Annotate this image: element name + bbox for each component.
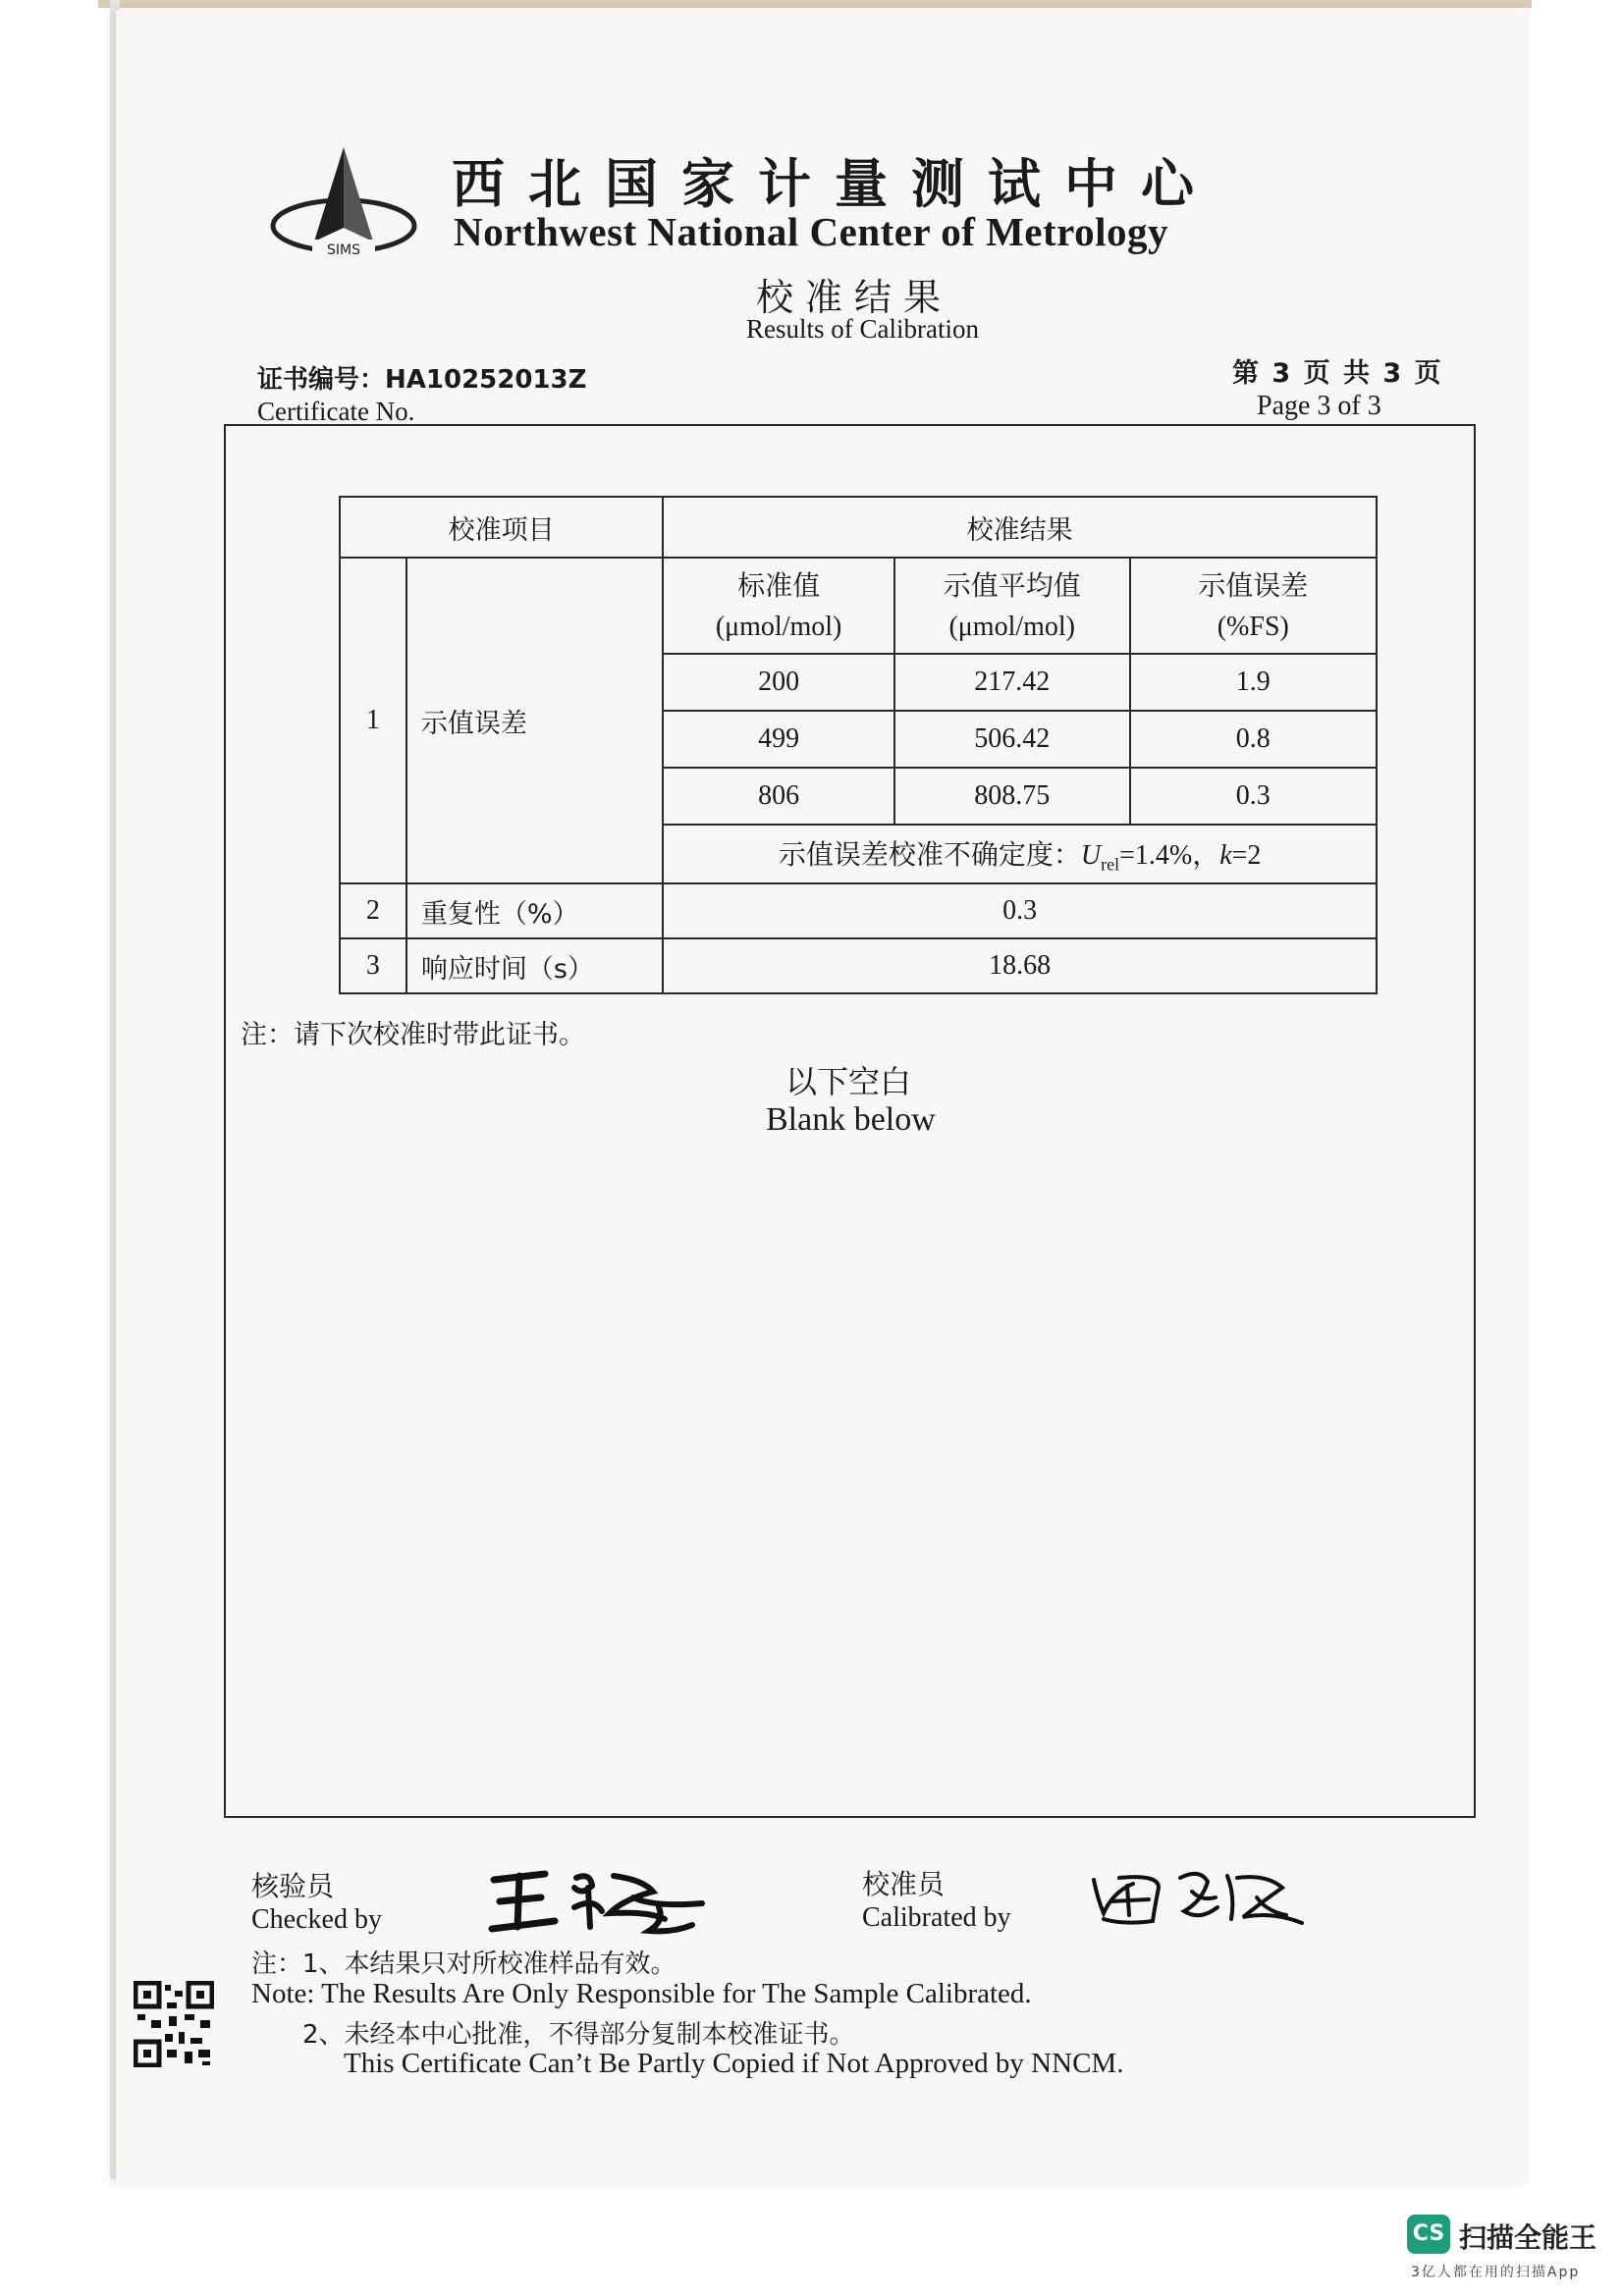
certificate-number: 证书编号：HA10252013Z (257, 365, 587, 395)
table-cell: 806 (663, 768, 894, 825)
table-cell: 506.42 (894, 711, 1130, 768)
row-no: 2 (340, 883, 406, 938)
camscanner-tagline: 3亿人都在用的扫描App (1411, 2265, 1581, 2280)
table-cell: 217.42 (894, 654, 1130, 711)
camscanner-logo-icon: CS (1407, 2215, 1450, 2254)
row-no: 1 (340, 558, 406, 883)
table-cell: 200 (663, 654, 894, 711)
table-cell: 1.9 (1130, 654, 1377, 711)
row-item: 响应时间（s） (406, 938, 663, 993)
row-item: 示值误差 (406, 558, 663, 883)
footnote-1-cn: 注：1、本结果只对所校准样品有效。 (251, 1949, 676, 1979)
table-row (340, 938, 1377, 993)
row-value: 0.3 (663, 883, 1377, 938)
checked-by-en: Checked by (251, 1904, 382, 1935)
table-header-row (340, 497, 1377, 558)
results-table (339, 496, 1378, 994)
header-item: 校准项目 (340, 497, 663, 558)
row-value: 18.68 (663, 938, 1377, 993)
org-title-en: Northwest National Center of Metrology (454, 209, 1168, 254)
table-cell: 0.8 (1130, 711, 1377, 768)
doc-subtitle-en: Results of Calibration (746, 314, 979, 344)
uncertainty-cell: 示值误差校准不确定度：$U_{rel}=1.4\%$，k=2 (663, 825, 1377, 883)
subheader-average: 示值平均值 (μmol/mol) (894, 558, 1130, 654)
blank-below-cn: 以下空白 (785, 1063, 912, 1100)
sims-logo (265, 145, 422, 263)
checker-signature (486, 1858, 722, 1937)
qr-code-icon (134, 1981, 214, 2067)
calibrated-by-cn: 校准员 (862, 1868, 946, 1900)
doc-subtitle-cn: 校准结果 (756, 276, 953, 319)
calibrated-by-en: Calibrated by (862, 1902, 1011, 1933)
header-result: 校准结果 (663, 497, 1377, 558)
logo-text: SIMS (327, 242, 360, 258)
camscanner-name: 扫描全能王 (1459, 2221, 1597, 2254)
footnote-2-cn: 2、未经本中心批准，不得部分复制本校准证书。 (302, 2020, 855, 2050)
table-cell: 0.3 (1130, 768, 1377, 825)
row-no: 3 (340, 938, 406, 993)
table-note: 注：请下次校准时带此证书。 (241, 1020, 585, 1050)
org-title-cn: 西北国家计量测试中心 (452, 153, 1217, 215)
page-indicator-en: Page 3 of 3 (1257, 391, 1381, 421)
footnote-2-en: This Certificate Can’t Be Partly Copied if Not Approved by NNCM. (344, 2048, 1124, 2079)
table-row (340, 883, 1377, 938)
photo-edge-strip (98, 0, 1532, 8)
row-item: 重复性（%） (406, 883, 663, 938)
certificate-label-en: Certificate No. (257, 397, 415, 426)
table-subheader-row (340, 558, 1377, 654)
subheader-error: 示值误差 (%FS) (1130, 558, 1377, 654)
table-cell: 808.75 (894, 768, 1130, 825)
blank-below-en: Blank below (766, 1101, 936, 1138)
page-indicator-cn: 第 3 页 共 3 页 (1232, 358, 1443, 389)
checked-by-cn: 核验员 (251, 1870, 335, 1902)
table-cell: 499 (663, 711, 894, 768)
footnote-1-en: Note: The Results Are Only Responsible for The Sample Calibrated. (251, 1978, 1032, 2009)
subheader-standard: 标准值 (μmol/mol) (663, 558, 894, 654)
calibrator-signature (1090, 1858, 1316, 1937)
